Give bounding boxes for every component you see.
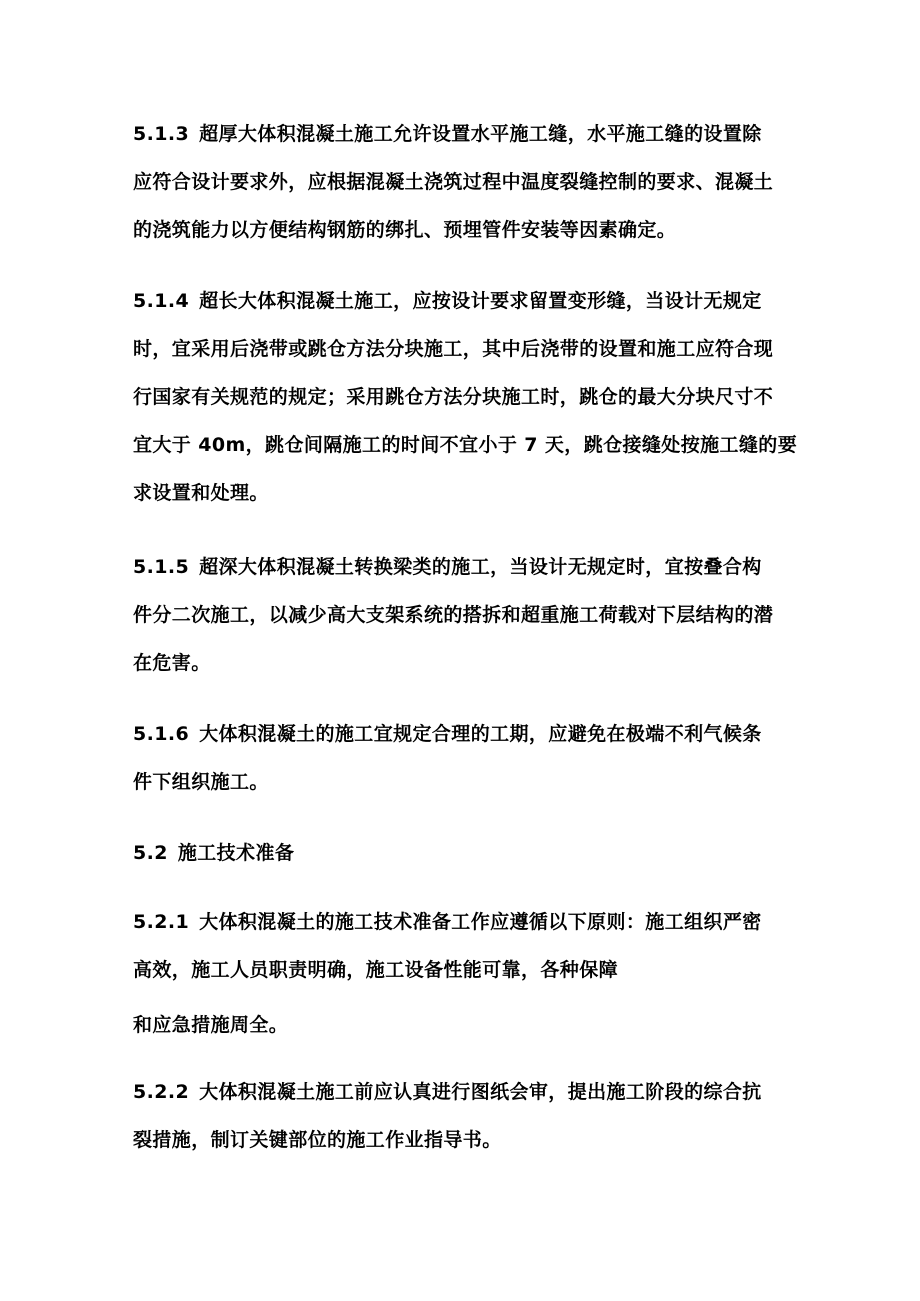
paragraph-5-1-4 xyxy=(133,277,798,517)
paragraph-line: 行国家有关规范的规定；采用跳仓方法分块施工时，跳仓的最大分块尺寸不 xyxy=(133,386,774,408)
paragraph-line: 件下组织施工。 xyxy=(133,771,269,793)
section-title: 施工技术准备 xyxy=(177,842,295,864)
section-heading-5-2 xyxy=(133,829,793,877)
paragraph-line: 裂措施，制订关键部位的施工作业指导书。 xyxy=(133,1129,502,1151)
clause-number: 5.1.5 xyxy=(133,556,190,578)
clause-number: 5.2.2 xyxy=(133,1081,190,1103)
paragraph-line: 宜大于 40m，跳仓间隔施工的时间不宜小于 7 天，跳仓接缝处按施工缝的要 xyxy=(133,434,798,456)
paragraph-line: 应符合设计要求外，应根据混凝土浇筑过程中温度裂缝控制的要求、混凝土 xyxy=(133,171,774,193)
clause-number: 5.2.1 xyxy=(133,911,190,933)
paragraph-line: 超深大体积混凝土转换梁类的施工，当设计无规定时，宜按叠合构 xyxy=(199,556,762,578)
paragraph-line: 超长大体积混凝土施工，应按设计要求留置变形缝，当设计无规定 xyxy=(199,290,762,312)
paragraph-line: 大体积混凝土的施工宜规定合理的工期，应避免在极端不利气候条 xyxy=(199,723,762,745)
paragraph-line: 求设置和处理。 xyxy=(133,482,269,504)
clause-number: 5.1.4 xyxy=(133,290,190,312)
paragraph-line: 件分二次施工，以减少高大支架系统的搭拆和超重施工荷载对下层结构的潜 xyxy=(133,604,774,626)
paragraph-5-1-5 xyxy=(133,543,793,687)
paragraph-line: 高效，施工人员职责明确，施工设备性能可靠，各种保障 xyxy=(133,959,619,981)
paragraph-line: 和应急措施周全。 xyxy=(133,1014,289,1036)
clause-number: 5.1.3 xyxy=(133,123,190,145)
section-number: 5.2 xyxy=(133,842,168,864)
paragraph-5-1-3 xyxy=(133,110,793,254)
paragraph-line: 超厚大体积混凝土施工允许设置水平施工缝，水平施工缝的设置除 xyxy=(199,123,762,145)
paragraph-5-2-2 xyxy=(133,1068,793,1164)
paragraph-line: 的浇筑能力以方便结构钢筋的绑扎、预埋管件安装等因素确定。 xyxy=(133,219,677,241)
paragraph-line: 在危害。 xyxy=(133,652,211,674)
paragraph-line: 时，宜采用后浇带或跳仓方法分块施工，其中后浇带的设置和施工应符合现 xyxy=(133,338,774,360)
paragraph-5-2-1 xyxy=(133,898,793,994)
paragraph-5-1-6 xyxy=(133,710,793,806)
clause-number: 5.1.6 xyxy=(133,723,190,745)
paragraph-line: 大体积混凝土施工前应认真进行图纸会审，提出施工阶段的综合抗 xyxy=(199,1081,762,1103)
paragraph-line: 大体积混凝土的施工技术准备工作应遵循以下原则：施工组织严密 xyxy=(199,911,762,933)
paragraph-5-2-1-continuation xyxy=(133,1001,793,1049)
